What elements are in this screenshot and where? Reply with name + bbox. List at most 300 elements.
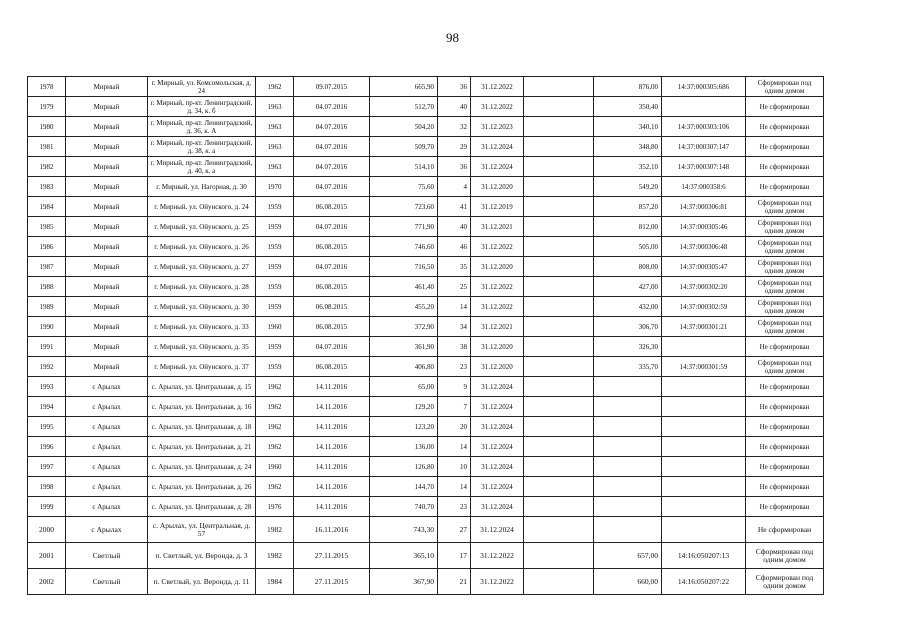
cell-cadastral-number [662, 437, 746, 457]
cell-area: 455,20 [370, 297, 438, 317]
cell-deadline: 31.12.2024 [471, 137, 524, 157]
cell-area: 136,00 [370, 437, 438, 457]
table-row [28, 197, 824, 217]
cell-address: г. Мирный, ул. Ойунского, д. 27 [148, 257, 256, 277]
cell-cadastral-number: 14:37:000301:21 [662, 317, 746, 337]
cell-address: с. Арылах, ул. Центральная, д. 21 [148, 437, 256, 457]
cell-deadline: 31.12.2019 [471, 197, 524, 217]
cell-settlement: Мирный [66, 257, 148, 277]
cell-area: 75,60 [370, 177, 438, 197]
cell-cadastral-number: 14:16:050207:13 [662, 543, 746, 569]
cell-land-area: 306,70 [594, 317, 662, 337]
cell-address: п. Светлый, ул. Веронда, д. 11 [148, 569, 256, 595]
page-number: 98 [446, 30, 459, 45]
cell-date: 04.07.2016 [294, 177, 370, 197]
cell-extra [524, 117, 594, 137]
cell-address: г. Мирный, ул. Ойунского, д. 35 [148, 337, 256, 357]
cell-area: 461,40 [370, 277, 438, 297]
table-row [28, 277, 824, 297]
cell-cadastral-number: 14:16:050207:22 [662, 569, 746, 595]
cell-date: 14.11.2016 [294, 377, 370, 397]
cell-extra [524, 417, 594, 437]
cell-status: Не сформирован [746, 457, 824, 477]
cell-extra [524, 217, 594, 237]
cell-residents: 7 [438, 397, 471, 417]
cell-status: Сформирован под одним домом [746, 317, 824, 337]
cell-settlement: с Арылах [66, 477, 148, 497]
cell-status: Сформирован под одним домом [746, 197, 824, 217]
cell-settlement: Мирный [66, 277, 148, 297]
cell-deadline: 31.12.2022 [471, 277, 524, 297]
cell-settlement: Мирный [66, 97, 148, 117]
cell-extra [524, 257, 594, 277]
cell-settlement: Мирный [66, 177, 148, 197]
cell-row-number: 1997 [28, 457, 66, 477]
cell-residents: 14 [438, 297, 471, 317]
cell-cadastral-number: 14:37:000307:147 [662, 137, 746, 157]
cell-year-built: 1962 [256, 417, 294, 437]
cell-status: Сформирован под одним домом [746, 257, 824, 277]
cell-address: п. Светлый, ул. Веронда, д. 3 [148, 543, 256, 569]
cell-address: г. Мирный, пр-кт. Ленинградский, д. 36, к. А [148, 117, 256, 137]
cell-date: 06.08.2015 [294, 317, 370, 337]
cell-deadline: 31.12.2022 [471, 237, 524, 257]
cell-deadline: 31.12.2024 [471, 397, 524, 417]
cell-date: 14.11.2016 [294, 497, 370, 517]
cell-residents: 40 [438, 97, 471, 117]
cell-cadastral-number: 14:37:000305:686 [662, 77, 746, 97]
cell-row-number: 1991 [28, 337, 66, 357]
cell-residents: 38 [438, 337, 471, 357]
table-row [28, 357, 824, 377]
cell-status: Не сформирован [746, 97, 824, 117]
cell-year-built: 1959 [256, 297, 294, 317]
table-row [28, 377, 824, 397]
cell-address: г. Мирный, ул. Ойунского, д. 26 [148, 237, 256, 257]
cell-land-area [594, 377, 662, 397]
cell-address: г. Мирный, ул. Ойунского, д. 37 [148, 357, 256, 377]
cell-residents: 41 [438, 197, 471, 217]
cell-deadline: 31.12.2024 [471, 157, 524, 177]
cell-address: с. Арылах, ул. Центральная, д. 57 [148, 517, 256, 543]
cell-year-built: 1959 [256, 357, 294, 377]
cell-area: 65,00 [370, 377, 438, 397]
cell-deadline: 31.12.2022 [471, 569, 524, 595]
cell-extra [524, 477, 594, 497]
cell-status: Не сформирован [746, 157, 824, 177]
cell-land-area: 657,00 [594, 543, 662, 569]
cell-settlement: с Арылах [66, 437, 148, 457]
cell-address: с. Арылах, ул. Центральная, д. 16 [148, 397, 256, 417]
cell-residents: 23 [438, 357, 471, 377]
cell-residents: 35 [438, 257, 471, 277]
cell-area: 144,70 [370, 477, 438, 497]
cell-deadline: 31.12.2020 [471, 357, 524, 377]
cell-address: с. Арылах, ул. Центральная, д. 15 [148, 377, 256, 397]
table-body [28, 77, 824, 595]
cell-land-area: 505,00 [594, 237, 662, 257]
cell-land-area [594, 417, 662, 437]
cell-address: с. Арылах, ул. Центральная, д. 24 [148, 457, 256, 477]
cell-settlement: Мирный [66, 297, 148, 317]
cell-settlement: с Арылах [66, 397, 148, 417]
cell-land-area: 876,00 [594, 77, 662, 97]
cell-area: 740,70 [370, 497, 438, 517]
cell-settlement: Светлый [66, 569, 148, 595]
cell-land-area: 812,00 [594, 217, 662, 237]
cell-settlement: с Арылах [66, 417, 148, 437]
cell-area: 665,90 [370, 77, 438, 97]
cell-area: 367,90 [370, 569, 438, 595]
cell-extra [524, 277, 594, 297]
cell-land-area: 857,20 [594, 197, 662, 217]
cell-cadastral-number [662, 397, 746, 417]
cell-status: Не сформирован [746, 497, 824, 517]
cell-land-area: 808,00 [594, 257, 662, 277]
cell-status: Не сформирован [746, 177, 824, 197]
cell-date: 04.07.2016 [294, 257, 370, 277]
cell-year-built: 1984 [256, 569, 294, 595]
cell-residents: 40 [438, 217, 471, 237]
cell-year-built: 1959 [256, 277, 294, 297]
cell-year-built: 1976 [256, 497, 294, 517]
cell-extra [524, 137, 594, 157]
cell-deadline: 31.12.2024 [471, 417, 524, 437]
table-row [28, 77, 824, 97]
cell-address: г. Мирный, ул. Нагорная, д. 30 [148, 177, 256, 197]
cell-year-built: 1963 [256, 157, 294, 177]
cell-land-area: 340,10 [594, 117, 662, 137]
cell-status: Сформирован под одним домом [746, 217, 824, 237]
cell-deadline: 31.12.2022 [471, 97, 524, 117]
cell-deadline: 31.12.2022 [471, 543, 524, 569]
cell-area: 129,20 [370, 397, 438, 417]
cell-cadastral-number: 14:37:000305:46 [662, 217, 746, 237]
cell-date: 14.11.2016 [294, 437, 370, 457]
cell-area: 743,30 [370, 517, 438, 543]
cell-cadastral-number [662, 457, 746, 477]
cell-extra [524, 197, 594, 217]
cell-residents: 14 [438, 477, 471, 497]
cell-cadastral-number [662, 497, 746, 517]
cell-extra [524, 357, 594, 377]
cell-deadline: 31.12.2021 [471, 317, 524, 337]
cell-row-number: 2002 [28, 569, 66, 595]
table-row [28, 217, 824, 237]
cell-row-number: 1989 [28, 297, 66, 317]
cell-row-number: 1982 [28, 157, 66, 177]
cell-cadastral-number: 14:37:000307:148 [662, 157, 746, 177]
cell-row-number: 1983 [28, 177, 66, 197]
cell-status: Не сформирован [746, 517, 824, 543]
cell-status: Не сформирован [746, 397, 824, 417]
cell-address: с. Арылах, ул. Центральная, д. 28 [148, 497, 256, 517]
cell-deadline: 31.12.2023 [471, 117, 524, 137]
cell-row-number: 1985 [28, 217, 66, 237]
cell-status: Сформирован под одним домом [746, 543, 824, 569]
cell-address: г. Мирный, ул. Комсомольская, д. 24 [148, 77, 256, 97]
cell-row-number: 1986 [28, 237, 66, 257]
cell-area: 514,10 [370, 157, 438, 177]
cell-extra [524, 177, 594, 197]
cell-row-number: 1990 [28, 317, 66, 337]
cell-year-built: 1962 [256, 437, 294, 457]
cell-residents: 36 [438, 77, 471, 97]
cell-row-number: 1981 [28, 137, 66, 157]
cell-residents: 14 [438, 437, 471, 457]
table-row [28, 117, 824, 137]
cell-extra [524, 397, 594, 417]
cell-area: 723,60 [370, 197, 438, 217]
cell-land-area: 335,70 [594, 357, 662, 377]
table-row [28, 569, 824, 595]
cell-settlement: Мирный [66, 157, 148, 177]
cell-year-built: 1959 [256, 237, 294, 257]
cell-area: 771,90 [370, 217, 438, 237]
cell-date: 04.07.2016 [294, 117, 370, 137]
cell-year-built: 1960 [256, 457, 294, 477]
cell-year-built: 1963 [256, 137, 294, 157]
cell-address: с. Арылах, ул. Центральная, д. 26 [148, 477, 256, 497]
cell-land-area: 350,40 [594, 97, 662, 117]
cell-land-area: 352,10 [594, 157, 662, 177]
cell-row-number: 1994 [28, 397, 66, 417]
cell-residents: 21 [438, 569, 471, 595]
cell-date: 06.08.2015 [294, 197, 370, 217]
cell-deadline: 31.12.2024 [471, 477, 524, 497]
cell-extra [524, 517, 594, 543]
cell-residents: 27 [438, 517, 471, 543]
table-row [28, 543, 824, 569]
cell-date: 06.08.2015 [294, 357, 370, 377]
cell-land-area: 427,00 [594, 277, 662, 297]
registry-table [27, 76, 824, 595]
cell-land-area [594, 437, 662, 457]
cell-residents: 23 [438, 497, 471, 517]
cell-residents: 25 [438, 277, 471, 297]
cell-cadastral-number [662, 377, 746, 397]
cell-area: 509,70 [370, 137, 438, 157]
cell-area: 716,50 [370, 257, 438, 277]
cell-year-built: 1959 [256, 197, 294, 217]
cell-date: 09.07.2015 [294, 77, 370, 97]
cell-deadline: 31.12.2024 [471, 437, 524, 457]
cell-residents: 36 [438, 157, 471, 177]
cell-row-number: 1992 [28, 357, 66, 377]
cell-year-built: 1970 [256, 177, 294, 197]
cell-cadastral-number: 14:37:000358:6 [662, 177, 746, 197]
cell-extra [524, 317, 594, 337]
cell-settlement: Мирный [66, 197, 148, 217]
cell-land-area [594, 497, 662, 517]
cell-land-area: 432,00 [594, 297, 662, 317]
cell-row-number: 1998 [28, 477, 66, 497]
cell-status: Сформирован под одним домом [746, 569, 824, 595]
cell-land-area: 549,20 [594, 177, 662, 197]
cell-row-number: 1988 [28, 277, 66, 297]
cell-land-area [594, 477, 662, 497]
cell-land-area: 326,30 [594, 337, 662, 357]
cell-row-number: 1996 [28, 437, 66, 457]
cell-area: 746,60 [370, 237, 438, 257]
cell-status: Не сформирован [746, 377, 824, 397]
cell-residents: 20 [438, 417, 471, 437]
cell-status: Не сформирован [746, 137, 824, 157]
cell-status: Не сформирован [746, 337, 824, 357]
cell-area: 512,70 [370, 97, 438, 117]
cell-year-built: 1959 [256, 217, 294, 237]
cell-residents: 46 [438, 237, 471, 257]
cell-land-area: 660,00 [594, 569, 662, 595]
cell-deadline: 31.12.2024 [471, 377, 524, 397]
cell-status: Не сформирован [746, 477, 824, 497]
cell-year-built: 1962 [256, 77, 294, 97]
cell-status: Не сформирован [746, 417, 824, 437]
cell-status: Не сформирован [746, 117, 824, 137]
cell-area: 406,80 [370, 357, 438, 377]
table-row [28, 477, 824, 497]
cell-date: 04.07.2016 [294, 97, 370, 117]
cell-status: Сформирован под одним домом [746, 77, 824, 97]
cell-area: 504,20 [370, 117, 438, 137]
table-row [28, 97, 824, 117]
table-row [28, 177, 824, 197]
cell-area: 372,90 [370, 317, 438, 337]
cell-deadline: 31.12.2024 [471, 457, 524, 477]
cell-row-number: 1995 [28, 417, 66, 437]
table-row [28, 317, 824, 337]
table-row [28, 497, 824, 517]
cell-settlement: Мирный [66, 317, 148, 337]
cell-residents: 10 [438, 457, 471, 477]
cell-address: г. Мирный, ул. Ойунского, д. 30 [148, 297, 256, 317]
cell-settlement: Мирный [66, 337, 148, 357]
cell-row-number: 2001 [28, 543, 66, 569]
cell-residents: 17 [438, 543, 471, 569]
table-row [28, 297, 824, 317]
cell-area: 123,20 [370, 417, 438, 437]
cell-settlement: Мирный [66, 77, 148, 97]
cell-deadline: 31.12.2022 [471, 77, 524, 97]
cell-date: 06.08.2015 [294, 277, 370, 297]
cell-deadline: 31.12.2024 [471, 497, 524, 517]
cell-date: 14.11.2016 [294, 477, 370, 497]
cell-extra [524, 237, 594, 257]
table-row [28, 157, 824, 177]
cell-status: Сформирован под одним домом [746, 237, 824, 257]
cell-residents: 32 [438, 117, 471, 137]
table-row [28, 257, 824, 277]
cell-deadline: 31.12.2024 [471, 517, 524, 543]
cell-date: 14.11.2016 [294, 417, 370, 437]
cell-deadline: 31.12.2022 [471, 297, 524, 317]
cell-extra [524, 437, 594, 457]
cell-settlement: Мирный [66, 137, 148, 157]
cell-year-built: 1959 [256, 257, 294, 277]
cell-row-number: 1984 [28, 197, 66, 217]
cell-date: 04.07.2016 [294, 157, 370, 177]
cell-extra [524, 97, 594, 117]
cell-status: Сформирован под одним домом [746, 357, 824, 377]
cell-residents: 9 [438, 377, 471, 397]
cell-extra [524, 77, 594, 97]
cell-row-number: 1987 [28, 257, 66, 277]
cell-address: с. Арылах, ул. Центральная, д. 18 [148, 417, 256, 437]
cell-settlement: Мирный [66, 357, 148, 377]
table-row [28, 337, 824, 357]
cell-row-number: 1999 [28, 497, 66, 517]
cell-cadastral-number [662, 97, 746, 117]
cell-extra [524, 543, 594, 569]
cell-cadastral-number [662, 517, 746, 543]
cell-cadastral-number: 14:37:000305:47 [662, 257, 746, 277]
cell-settlement: Мирный [66, 117, 148, 137]
cell-settlement: Мирный [66, 237, 148, 257]
cell-settlement: с Арылах [66, 457, 148, 477]
cell-row-number: 1978 [28, 77, 66, 97]
table-row [28, 437, 824, 457]
table-row [28, 397, 824, 417]
cell-settlement: с Арылах [66, 377, 148, 397]
cell-cadastral-number [662, 337, 746, 357]
cell-settlement: с Арылах [66, 517, 148, 543]
table-row [28, 237, 824, 257]
cell-address: г. Мирный, ул. Ойунского, д. 24 [148, 197, 256, 217]
cell-address: г. Мирный, ул. Ойунского, д. 25 [148, 217, 256, 237]
cell-cadastral-number: 14:37:000302:20 [662, 277, 746, 297]
cell-address: г. Мирный, пр-кт. Ленинградский, д. 34, к. б [148, 97, 256, 117]
cell-status: Сформирован под одним домом [746, 277, 824, 297]
cell-row-number: 1993 [28, 377, 66, 397]
cell-area: 126,80 [370, 457, 438, 477]
cell-deadline: 31.12.2020 [471, 337, 524, 357]
cell-land-area: 348,80 [594, 137, 662, 157]
cell-land-area [594, 397, 662, 417]
cell-land-area [594, 517, 662, 543]
cell-date: 16.11.2016 [294, 517, 370, 543]
cell-row-number: 2000 [28, 517, 66, 543]
cell-extra [524, 297, 594, 317]
cell-date: 06.08.2015 [294, 237, 370, 257]
cell-address: г. Мирный, пр-кт. Ленинградский, д. 38, к. а [148, 137, 256, 157]
cell-residents: 29 [438, 137, 471, 157]
cell-extra [524, 457, 594, 477]
cell-date: 06.08.2015 [294, 297, 370, 317]
cell-extra [524, 337, 594, 357]
cell-deadline: 31.12.2021 [471, 217, 524, 237]
cell-date: 04.07.2016 [294, 137, 370, 157]
cell-deadline: 31.12.2020 [471, 257, 524, 277]
cell-extra [524, 377, 594, 397]
cell-settlement: с Арылах [66, 497, 148, 517]
cell-cadastral-number: 14:37:000303:106 [662, 117, 746, 137]
cell-date: 04.07.2016 [294, 337, 370, 357]
cell-land-area [594, 457, 662, 477]
cell-extra [524, 157, 594, 177]
cell-year-built: 1982 [256, 517, 294, 543]
cell-area: 365,10 [370, 543, 438, 569]
cell-residents: 4 [438, 177, 471, 197]
cell-row-number: 1980 [28, 117, 66, 137]
cell-year-built: 1963 [256, 97, 294, 117]
cell-address: г. Мирный, ул. Ойунского, д. 28 [148, 277, 256, 297]
cell-year-built: 1963 [256, 117, 294, 137]
cell-cadastral-number: 14:37:000301:59 [662, 357, 746, 377]
cell-year-built: 1960 [256, 317, 294, 337]
table-row [28, 517, 824, 543]
cell-residents: 34 [438, 317, 471, 337]
cell-cadastral-number: 14:37:000306:81 [662, 197, 746, 217]
